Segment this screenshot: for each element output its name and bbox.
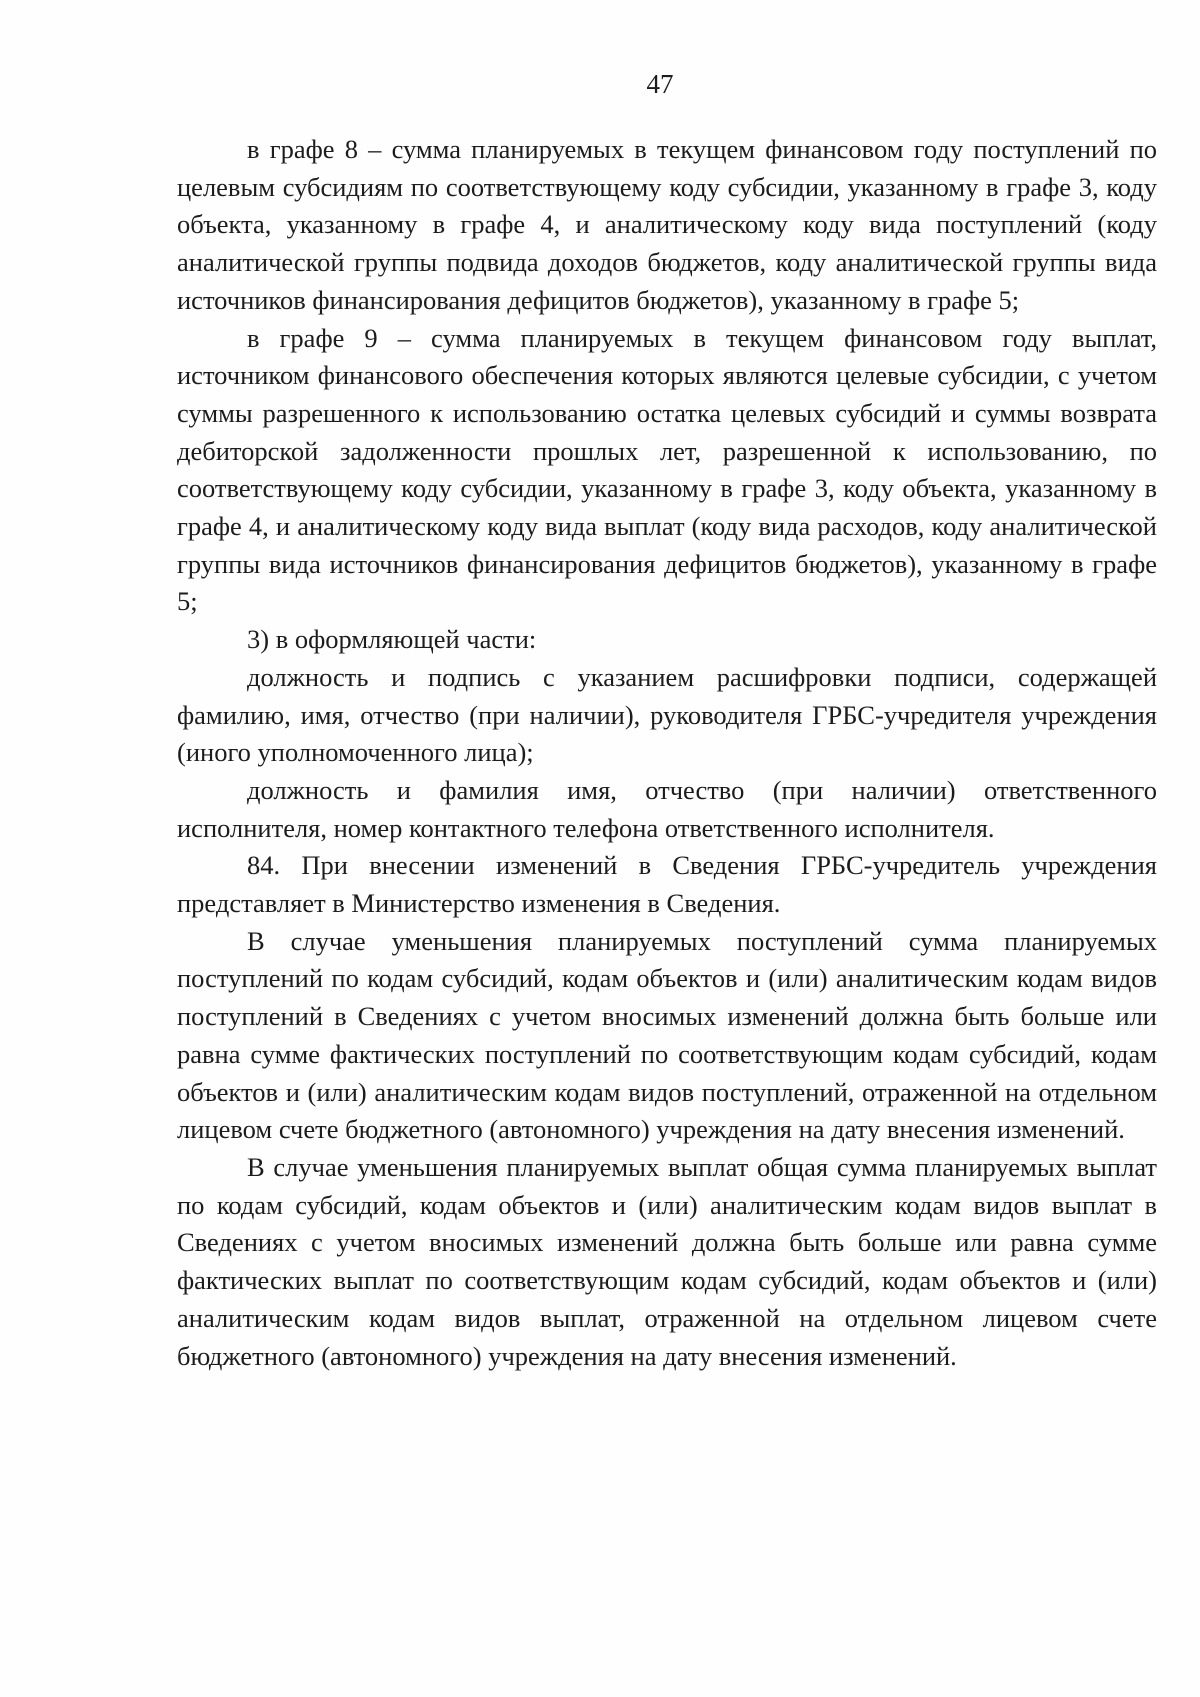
paragraph-column-8: в графе 8 – сумма планируемых в текущем финансовом году поступлений по целевым субсидиям по соответствующему коду субсидии, указанному в графе 3, коду объекта, указанному в графе 4, и аналитическому коду вида поступлений (коду аналитической группы подвида доходов бюджетов, коду аналитической группы вида источников финансирования дефицитов бюджетов), указанному в графе 5; xyxy=(177,134,1157,315)
page-number: 47 xyxy=(646,69,674,99)
document-body xyxy=(177,131,1157,1375)
paragraph-signature: должность и подпись с указанием расшифровки подписи, содержащей фамилию, имя, отчество (при наличии), руководителя ГРБС-учредителя учреждения (иного уполномоченного лица); xyxy=(177,661,1157,768)
paragraph-formatting-part: 3) в оформляющей части: xyxy=(247,624,537,655)
paragraph-responsible-executor: должность и фамилия имя, отчество (при наличии) ответственного исполнителя, номер контактного телефона ответственного исполнителя. xyxy=(177,774,1157,843)
paragraph-receipts-decrease: В случае уменьшения планируемых поступлений сумма планируемых поступлений по кодам субсидий, кодам объектов и (или) аналитическим кодам видов поступлений в Сведениях с учетом вносимых изменений должна быть больше или равна сумме фактических поступлений по соответствующим кодам субсидий, кодам объектов и (или) аналитическим кодам видов поступлений, отраженной на отдельном лицевом счете бюджетного (автономного) учреждения на дату внесения изменений. xyxy=(177,925,1157,1145)
paragraph-item-84: 84. При внесении изменений в Сведения ГРБС-учредитель учреждения представляет в Министерство изменения в Сведения. xyxy=(177,850,1157,919)
paragraph-payments-decrease: В случае уменьшения планируемых выплат общая сумма планируемых выплат по кодам субсидий, кодам объектов и (или) аналитическим кодам видов выплат в Сведениях с учетом вносимых изменений должна быть больше или равна сумме фактических выплат по соответствующим кодам субсидий, кодам объектов и (или) аналитическим кодам видов выплат, отраженной на отдельном лицевом счете бюджетного (автономного) учреждения на дату внесения изменений. xyxy=(177,1151,1157,1371)
paragraph-column-9: в графе 9 – сумма планируемых в текущем финансовом году выплат, источником финансового обеспечения которых являются целевые субсидии, с учетом суммы разрешенного к использованию остатка целевых субсидий и суммы возврата дебиторской задолженности прошлых лет, разрешенной к использованию, по соответствующему коду субсидии, указанному в графе 3, коду объекта, указанному в графе 4, и аналитическому коду вида выплат (коду вида расходов, коду аналитической группы вида источников финансирования дефицитов бюджетов), указанному в графе 5; xyxy=(177,322,1157,617)
